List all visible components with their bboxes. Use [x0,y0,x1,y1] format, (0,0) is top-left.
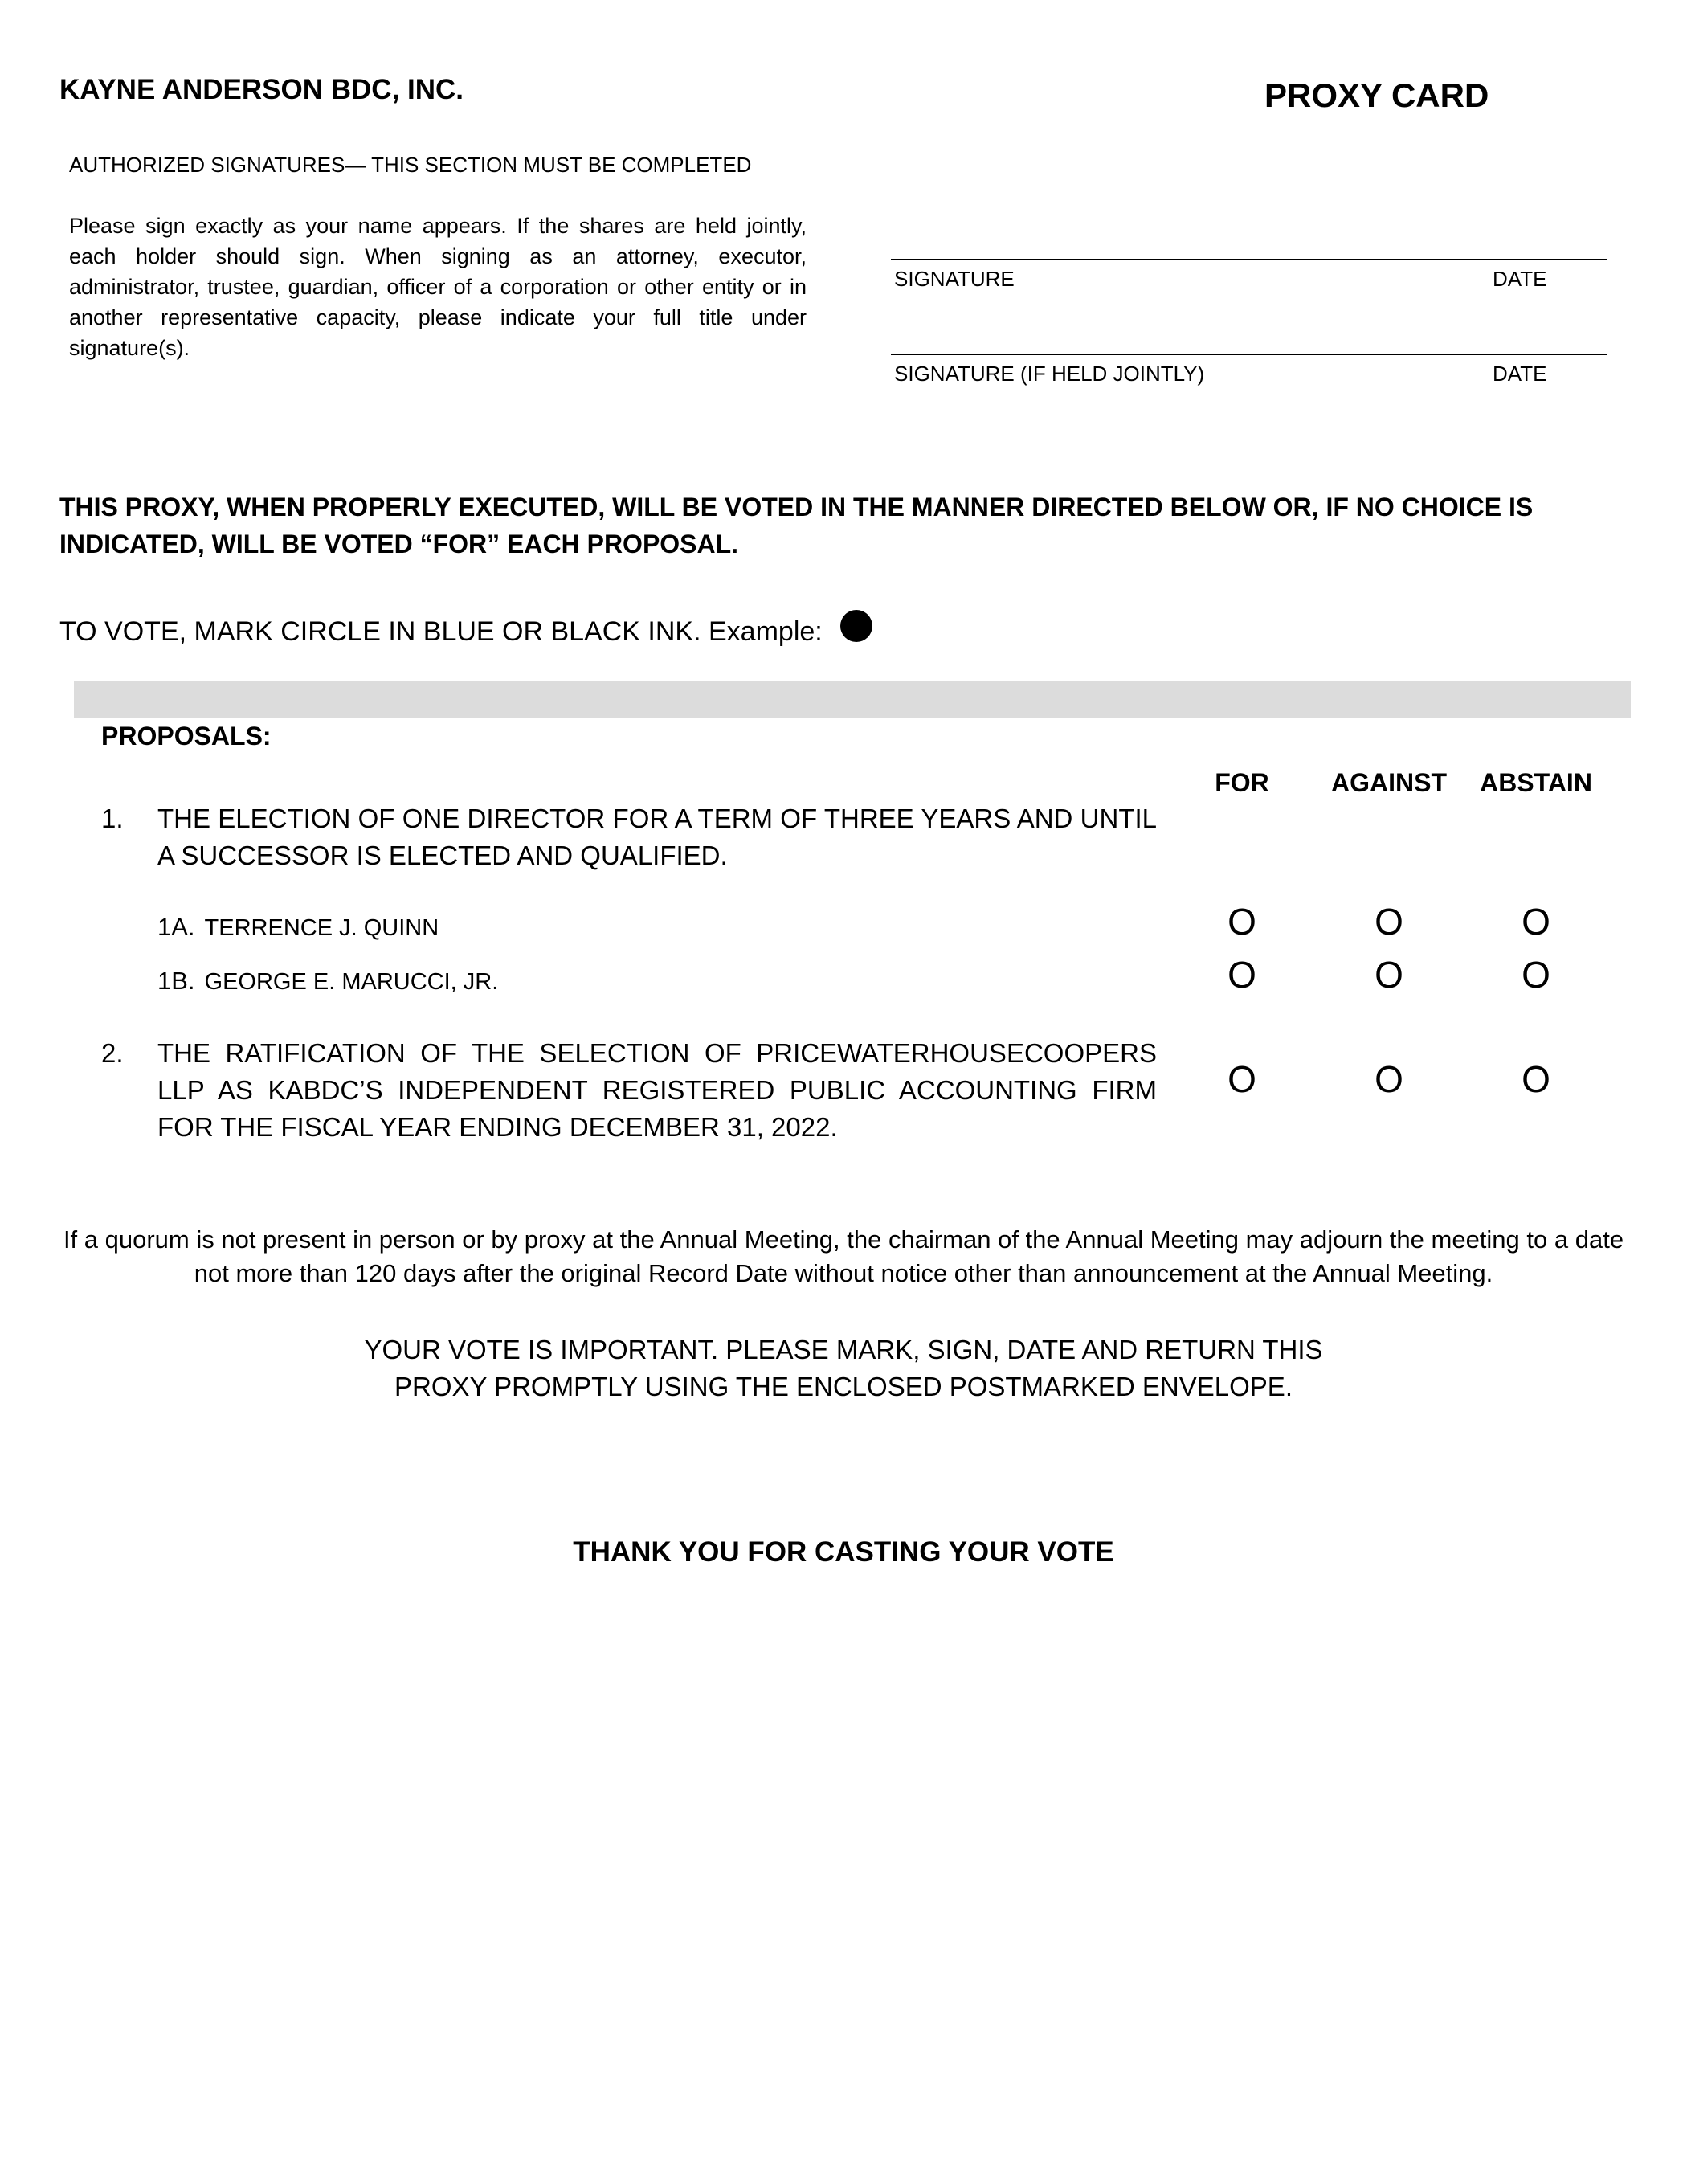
vote-circle-2-for[interactable]: O [1227,1058,1256,1100]
signature-label: SIGNATURE [894,267,1015,291]
thank-you-message: THANK YOU FOR CASTING YOUR VOTE [573,1536,1114,1568]
signatures-heading: AUTHORIZED SIGNATURES— THIS SECTION MUST BE COMPLETED [69,153,752,177]
important-notice-line: YOUR VOTE IS IMPORTANT. PLEASE MARK, SIGN, DATE AND RETURN THIS [364,1335,1323,1364]
vote-circle-2-abstain[interactable]: O [1522,1058,1550,1100]
nominee-row [157,967,498,996]
vote-instruction-text: TO VOTE, MARK CIRCLE IN BLUE OR BLACK INK. Example: [59,616,823,647]
signature-date-label: DATE [1493,267,1547,291]
nominee-name: GEORGE E. MARUCCI, JR. [204,969,499,995]
vote-circle-1b-for[interactable]: O [1227,954,1256,996]
vote-circle-1b-abstain[interactable]: O [1522,954,1550,996]
card-title: PROXY CARD [1264,76,1489,114]
nominee-row [157,913,439,942]
proposal-text: THE RATIFICATION OF THE SELECTION OF PRICEWATERHOUSECOOPERS LLP AS KABDC’S INDEPENDENT REGISTERED PUBLIC ACCOUNTING FIRM FOR THE FISCAL YEAR ENDING DECEMBER 31, 2022. [157,1038,1157,1142]
section-divider-bar [74,681,1631,718]
signature-instructions: Please sign exactly as your name appears. If the shares are held jointly, each holder should sign. When signing as an attorney, executor, administrator, trustee, guardian, officer of a corporation or other entity or in another representative capacity, please indicate your full title under signature(s). [69,214,807,360]
column-for: FOR [1215,768,1269,797]
signature-line[interactable] [891,259,1607,260]
joint-signature-label: SIGNATURE (IF HELD JOINTLY) [894,362,1205,386]
vote-circle-1a-for[interactable]: O [1227,901,1256,943]
example-filled-circle-icon [840,610,872,642]
proposal-text: THE ELECTION OF ONE DIRECTOR FOR A TERM OF THREE YEARS AND UNTIL A SUCCESSOR IS ELECTED AND QUALIFIED. [157,804,1157,870]
joint-signature-line[interactable] [891,354,1607,355]
company-name: KAYNE ANDERSON BDC, INC. [59,74,464,105]
joint-signature-date-label: DATE [1493,362,1547,386]
important-notice [161,1331,1526,1405]
nominee-label: 1A. [157,913,195,941]
column-against: AGAINST [1331,768,1447,797]
important-notice-line: PROXY PROMPTLY USING THE ENCLOSED POSTMARKED ENVELOPE. [394,1372,1293,1401]
vote-circle-1a-against[interactable]: O [1375,901,1403,943]
proxy-statement: THIS PROXY, WHEN PROPERLY EXECUTED, WILL BE VOTED IN THE MANNER DIRECTED BELOW OR, IF NO CHOICE IS INDICATED, WILL BE VOTED “FOR” EACH PROPOSAL. [59,493,1534,558]
vote-circle-2-against[interactable]: O [1375,1058,1403,1100]
vote-circle-1a-abstain[interactable]: O [1522,901,1550,943]
nominee-label: 1B. [157,967,195,995]
proposal-number: 2. [101,1038,124,1068]
proposal-number: 1. [101,804,124,833]
vote-circle-1b-against[interactable]: O [1375,954,1403,996]
nominee-name: TERRENCE J. QUINN [204,915,439,941]
quorum-note: If a quorum is not present in person or by proxy at the Annual Meeting, the chairman of the Annual Meeting may adjourn the meeting to a date not more than 120 days after the original Record Date without notice other than announcement at the Annual Meeting. [63,1225,1624,1287]
column-abstain: ABSTAIN [1480,768,1592,797]
proposals-heading: PROPOSALS: [101,722,272,750]
vote-instruction [59,616,872,648]
